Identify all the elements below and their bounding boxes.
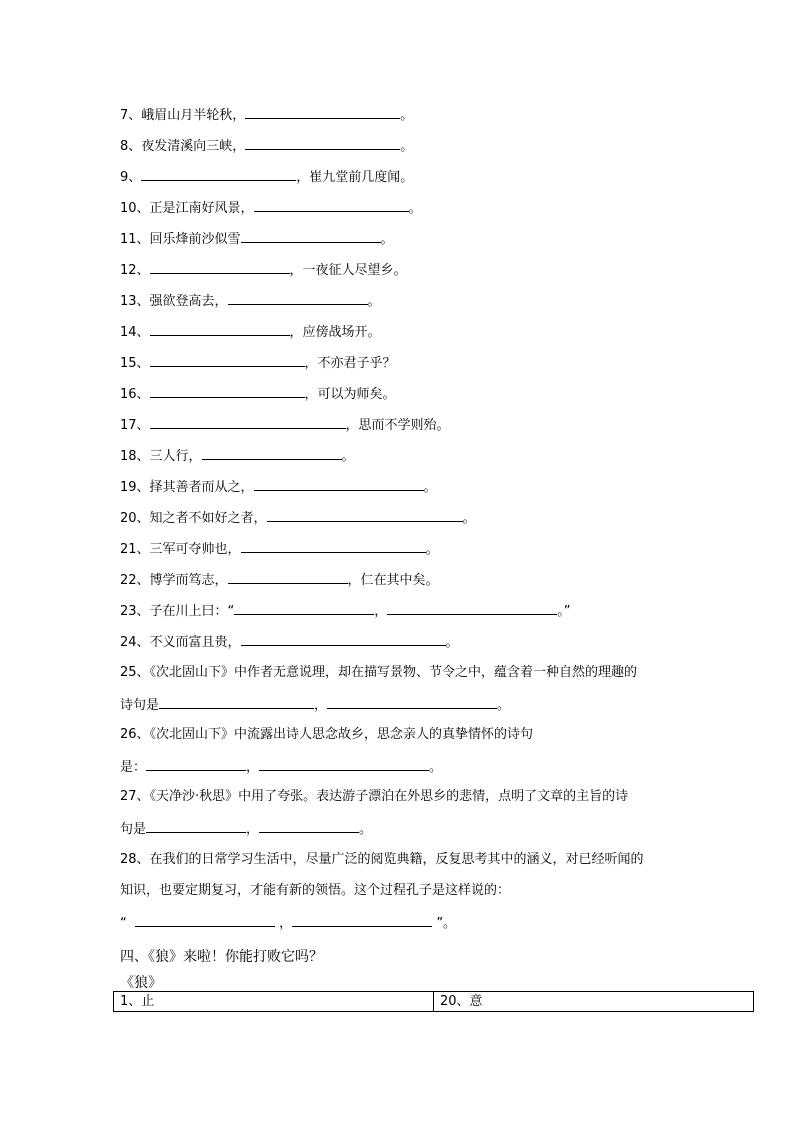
answer-blank[interactable] <box>259 820 359 833</box>
answer-blank[interactable] <box>159 696 314 709</box>
answer-blank[interactable] <box>150 385 305 398</box>
answer-blank[interactable] <box>150 354 305 367</box>
question-15: 15、 ，不亦君子乎？ <box>120 356 396 371</box>
answer-blank[interactable] <box>241 230 381 243</box>
question-21: 21、三军可夺帅也， 。 <box>120 542 439 557</box>
answer-blank[interactable] <box>234 602 374 615</box>
question-28-text: 28、在我们的日常学习生活中，尽量广泛的阅览典籍，反复思考其中的涵义，对已经听闻的 <box>120 852 644 867</box>
answer-blank[interactable] <box>228 292 368 305</box>
answer-blank[interactable] <box>254 199 409 212</box>
question-14: 14、 ，应傍战场开。 <box>120 325 381 340</box>
question-11: 11、回乐烽前沙似雪 。 <box>120 232 394 247</box>
answer-blank[interactable] <box>202 447 342 460</box>
question-17: 17、 ，思而不学则殆。 <box>120 418 450 433</box>
answer-blank[interactable] <box>245 137 400 150</box>
answer-blank[interactable] <box>241 633 446 646</box>
answer-blank[interactable] <box>241 540 426 553</box>
section-subtitle: 《狼》 <box>120 975 162 991</box>
question-8: 8、夜发清溪向三峡， 。 <box>120 139 414 154</box>
section-title: 四、《狼》来啦！你能打败它吗？ <box>120 949 323 965</box>
answer-blank[interactable] <box>292 914 432 927</box>
question-23: 23、子在川上曰：“ ， 。” <box>120 604 571 619</box>
question-19: 19、择其善者而从之， 。 <box>120 480 437 495</box>
answer-blank[interactable] <box>387 602 557 615</box>
answer-blank[interactable] <box>228 571 348 584</box>
answer-blank[interactable] <box>327 696 497 709</box>
answer-blank[interactable] <box>150 261 290 274</box>
answer-blank[interactable] <box>267 509 463 522</box>
question-25-answer: 诗句是 ， 。 <box>120 698 511 713</box>
answer-blank[interactable] <box>245 106 400 119</box>
answer-blank[interactable] <box>150 416 346 429</box>
question-18: 18、三人行， 。 <box>120 449 355 464</box>
question-10: 10、正是江南好风景， 。 <box>120 201 422 216</box>
question-20: 20、知之者不如好之者， 。 <box>120 511 476 526</box>
answer-blank[interactable] <box>146 758 246 771</box>
question-28-text-2: 知识，也要定期复习，才能有新的领悟。这个过程孔子是这样说的： <box>120 883 511 898</box>
question-24: 24、不义而富且贵， 。 <box>120 635 459 650</box>
question-28-answer: “ ， ”。 <box>120 916 457 931</box>
question-7: 7、峨眉山月半轮秋， 。 <box>120 108 414 123</box>
table-cell: 20、意 <box>434 992 754 1012</box>
question-27-answer: 句是 ， 。 <box>120 822 373 837</box>
answer-blank[interactable] <box>146 820 246 833</box>
question-22: 22、博学而笃志， ，仁在其中矣。 <box>120 573 439 588</box>
question-12: 12、 ，一夜征人尽望乡。 <box>120 263 407 278</box>
question-25-text: 25、《次北固山下》中作者无意说理，却在描写景物、节令之中，蕴含着一种自然的理趣的 <box>120 665 638 680</box>
answer-blank[interactable] <box>259 758 429 771</box>
table-cell: 1、止 <box>114 992 434 1012</box>
vocab-table <box>113 991 754 1012</box>
question-16: 16、 ，可以为师矣。 <box>120 387 396 402</box>
question-27-text: 27、《天净沙·秋思》中用了夸张。表达游子漂泊在外思乡的悲情，点明了文章的主旨的诗 <box>120 789 629 804</box>
question-26-text: 26、《次北固山下》中流露出诗人思念故乡，思念亲人的真挚情怀的诗句 <box>120 727 534 742</box>
answer-blank[interactable] <box>135 914 275 927</box>
answer-blank[interactable] <box>254 478 424 491</box>
answer-blank[interactable] <box>150 323 290 336</box>
answer-blank[interactable] <box>141 168 296 181</box>
question-13: 13、强欲登高去， 。 <box>120 294 381 309</box>
question-26-answer: 是： ， 。 <box>120 760 443 775</box>
question-9: 9、 ，崔九堂前几度闻。 <box>120 170 414 185</box>
table-row <box>114 992 754 1012</box>
